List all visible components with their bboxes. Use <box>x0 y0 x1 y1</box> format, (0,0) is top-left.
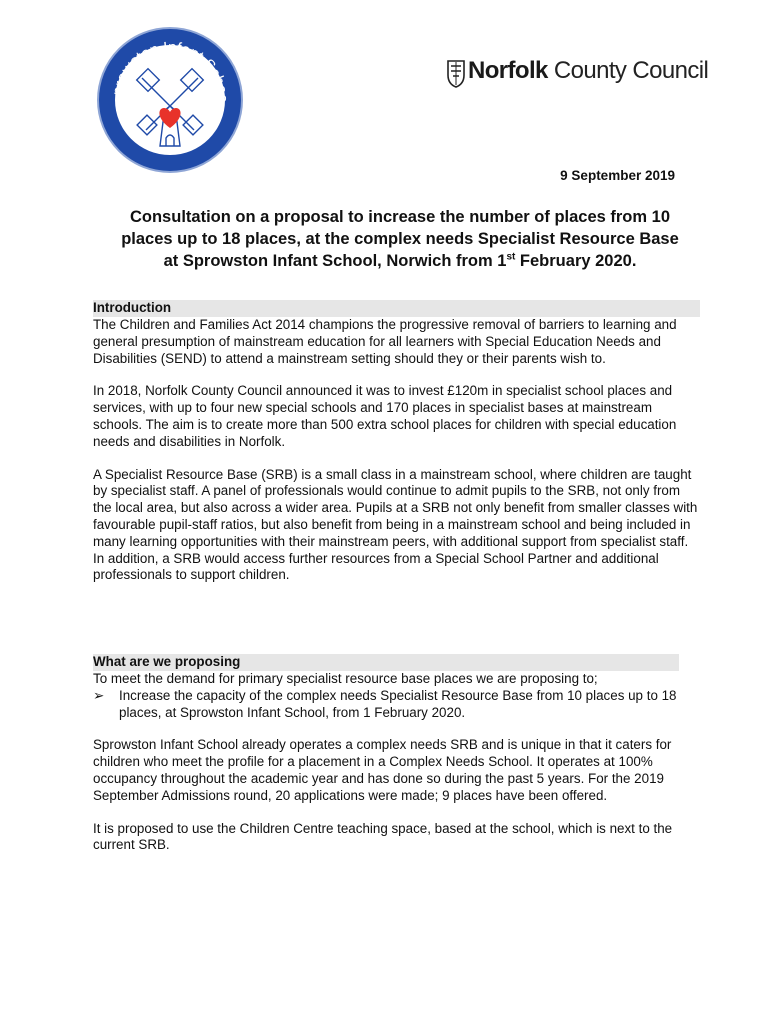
proposal-bullet <box>93 688 705 722</box>
page-title <box>90 206 710 272</box>
council-logo <box>446 56 709 90</box>
proposal-section <box>93 654 705 870</box>
title-line-2: places up to 18 places, at the complex needs Specialist Resource Base <box>121 230 679 248</box>
introduction-paragraph-1: The Children and Families Act 2014 champions the progressive removal of barriers to learning and general presumption of mainstream education for all learners with Special Education Needs and Disabilities (SEND) to attend a mainstream setting should they or their parents wish to. <box>93 317 677 366</box>
council-crest-icon <box>446 58 466 88</box>
school-logo <box>96 26 244 174</box>
arrow-bullet-icon: ➢ <box>93 687 105 703</box>
proposal-bullet-text: Increase the capacity of the complex needs Specialist Resource Base from 10 places up to 18 places, at Sprowston Infant School, from 1 February 2020. <box>119 687 677 720</box>
title-line-1: Consultation on a proposal to increase the number of places from 10 <box>129 208 670 226</box>
title-line-3: at Sprowston Infant School, Norwich from 1st February 2020. <box>163 251 637 270</box>
letter-date: 9 September 2019 <box>560 168 675 183</box>
introduction-heading: Introduction <box>93 300 700 317</box>
proposal-paragraph-2: It is proposed to use the Children Centre teaching space, based at the school, which is next to the current SRB. <box>93 820 673 853</box>
introduction-section <box>93 300 700 600</box>
proposal-heading: What are we proposing <box>93 654 679 671</box>
proposal-intro: To meet the demand for primary specialist resource base places we are proposing to; <box>93 671 598 686</box>
school-logo-text: prowston Infant Schoo <box>109 38 232 103</box>
introduction-paragraph-3: A Specialist Resource Base (SRB) is a small class in a mainstream school, where children are taught by specialist staff. A panel of professionals would continue to admit pupils to the SRB, not only from the local area, but also across a wider area. Pupils at a SRB not only benefit from smaller classes with favourable pupil-staff ratios, but also benefit from being in a mainstream school and being included in many learning opportunities with their mainstream peers, with additional support from specialist staff. In addition, a SRB would access further resources from a Special School Partner and additional professionals to support children. <box>93 466 698 583</box>
introduction-paragraph-2: In 2018, Norfolk County Council announced it was to invest £120m in specialist school places and services, with up to four new special schools and 170 places in specialist bases at mainstream schools. The aim is to create more than 500 extra school places for children with special education needs and disabilities in Norfolk. <box>93 383 677 449</box>
council-name-bold: Norfolk <box>468 57 548 84</box>
proposal-paragraph-1: Sprowston Infant School already operates a complex needs SRB and is unique in that it caters for children who meet the profile for a placement in a Complex Needs School. It operates at 100% occupancy throughout the academic year and has done so during the past 5 years. For the 2019 September Admissions round, 20 applications were made; 9 places have been offered. <box>93 737 672 803</box>
council-name <box>468 56 708 86</box>
council-name-regular: County Council <box>553 57 709 84</box>
